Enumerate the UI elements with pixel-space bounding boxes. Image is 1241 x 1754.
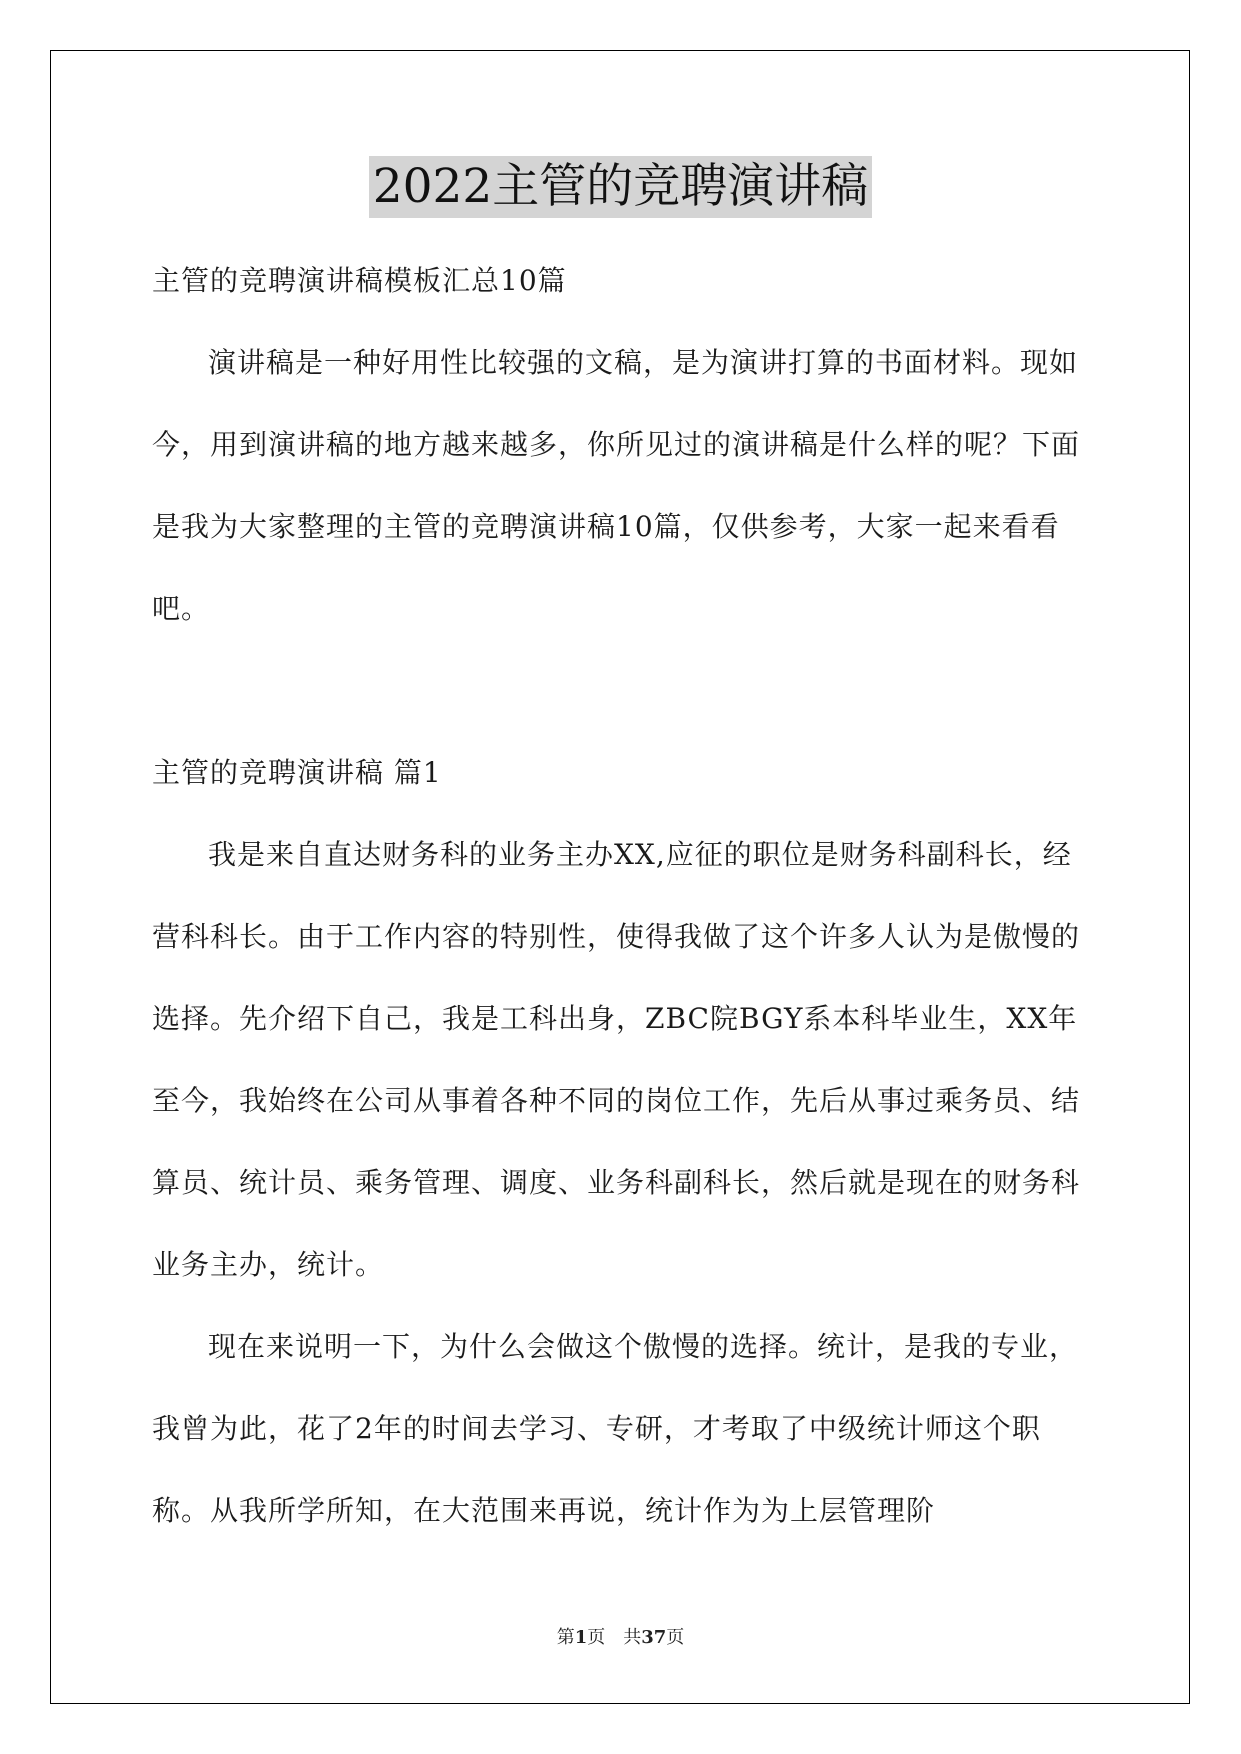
footer-prefix: 第	[556, 1627, 575, 1648]
intro-paragraph: 演讲稿是一种好用性比较强的文稿，是为演讲打算的书面材料。现如今，用到演讲稿的地方越来越多，你所见过的演讲稿是什么样的呢？下面是我为大家整理的主管的竞聘演讲稿10篇，仅供参考，大家一起来看看吧。	[152, 346, 1081, 625]
document-title-text: 2022主管的竞聘演讲稿	[369, 156, 873, 218]
footer-suffix: 页	[666, 1627, 685, 1648]
footer-page-number: 1	[574, 1627, 588, 1648]
page-footer	[0, 1626, 1241, 1650]
footer-total-pages: 37	[641, 1627, 667, 1648]
section-heading: 主管的竞聘演讲稿 篇1	[152, 756, 442, 789]
document-title	[0, 156, 1241, 218]
section-spacer	[152, 650, 1094, 732]
document-subtitle: 主管的竞聘演讲稿模板汇总10篇	[152, 264, 567, 297]
document-body	[152, 240, 1094, 1552]
footer-middle: 页 共	[587, 1627, 642, 1648]
body-paragraph-2: 现在来说明一下，为什么会做这个傲慢的选择。统计，是我的专业，我曾为此，花了2年的时间去学习、专研，才考取了中级统计师这个职称。从我所学所知，在大范围来再说，统计作为为上层管理阶	[152, 1330, 1079, 1527]
body-paragraph-1: 我是来自直达财务科的业务主办XX,应征的职位是财务科副科长，经营科科长。由于工作内容的特别性，使得我做了这个许多人认为是傲慢的选择。先介绍下自己，我是工科出身，ZBC院BGY系本科毕业生，XX年至今，我始终在公司从事着各种不同的岗位工作，先后从事过乘务员、结算员、统计员、乘务管理、调度、业务科副科长，然后就是现在的财务科业务主办，统计。	[152, 838, 1081, 1281]
